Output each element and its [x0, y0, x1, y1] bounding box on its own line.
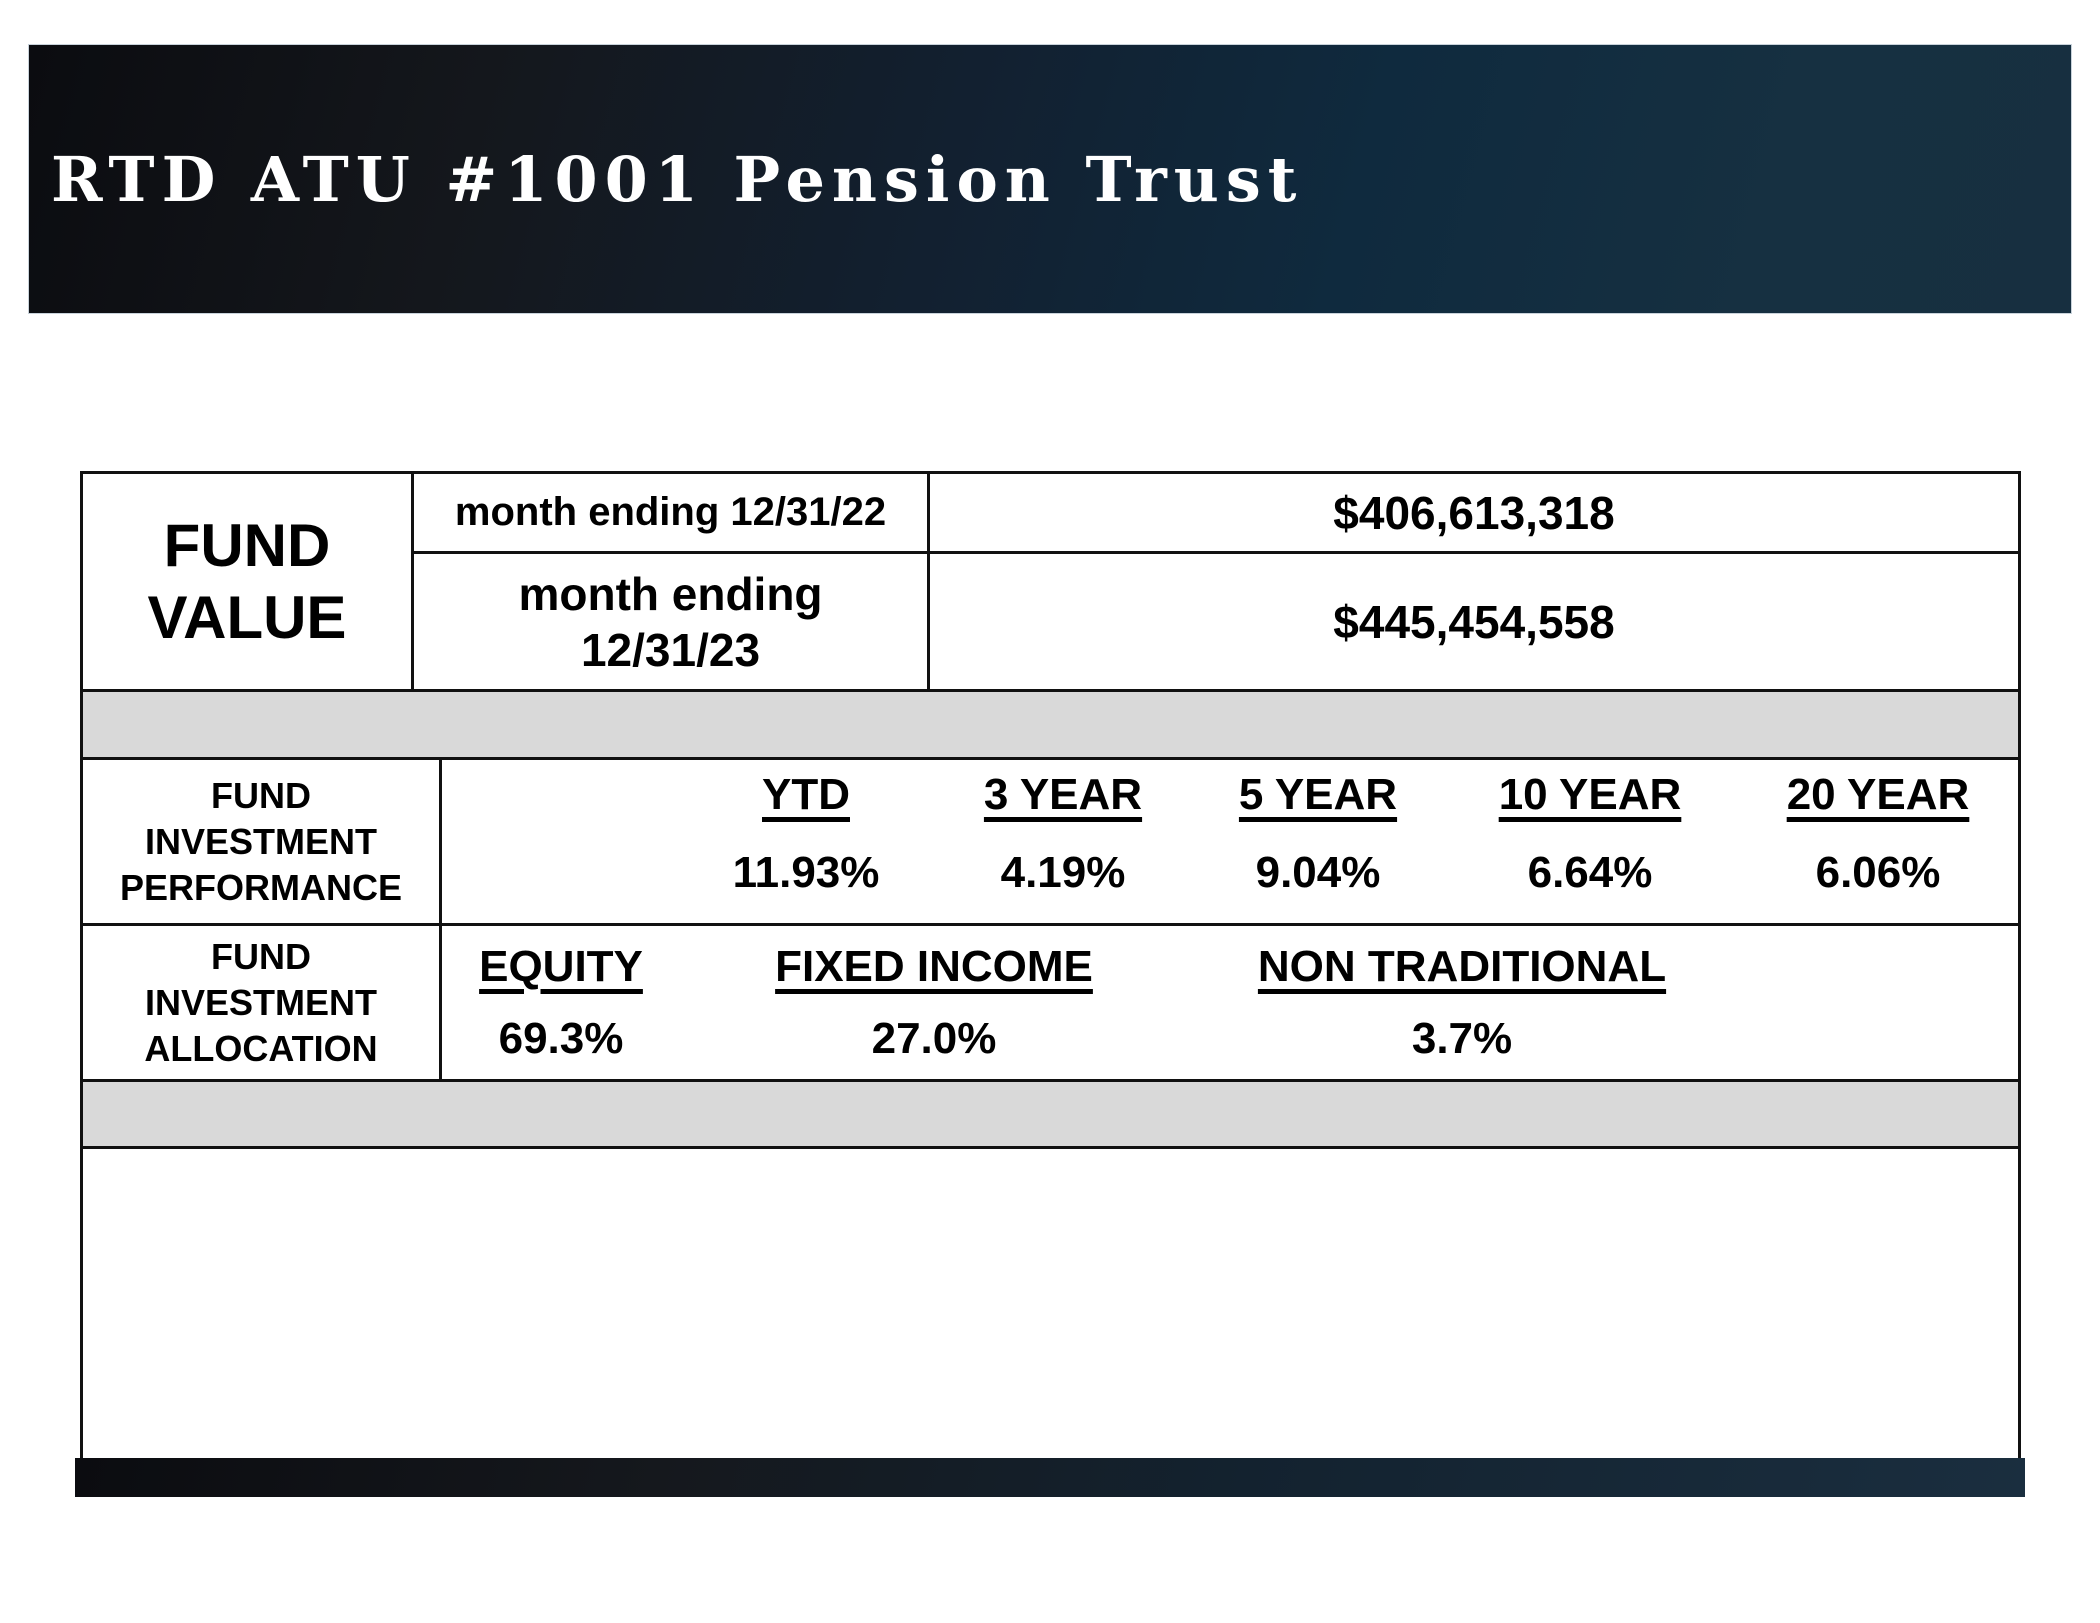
period-prior — [414, 474, 927, 551]
allocation-column-fixed-income — [775, 942, 1093, 1064]
fund-summary-table — [80, 471, 2021, 1458]
performance-column-20-year — [1787, 770, 1970, 898]
performance-label-line3: PERFORMANCE — [119, 866, 402, 908]
performance-label — [83, 760, 439, 923]
performance-column-10-year — [1499, 770, 1682, 898]
allocation-column-equity — [479, 942, 643, 1064]
period-current-label-line1: month ending — [518, 567, 823, 620]
period-prior-label: month ending 12/31/22 — [454, 490, 887, 534]
footer-bar — [75, 1458, 2025, 1497]
title-banner — [29, 45, 2071, 313]
fund-value-current-amount: $445,454,558 — [1333, 595, 1615, 648]
performance-column-5-year — [1239, 770, 1397, 898]
column-header: 5 YEAR — [1238, 770, 1398, 819]
column-header: 10 YEAR — [1498, 770, 1682, 819]
allocation-column-non-traditional — [1258, 942, 1666, 1064]
spacer-band — [83, 1082, 2018, 1146]
column-value: 6.64% — [1527, 848, 1653, 897]
fund-value-prior — [930, 474, 2018, 551]
performance-column-ytd — [733, 770, 880, 898]
column-value: 11.93% — [732, 848, 880, 897]
performance-column-3-year — [984, 770, 1142, 898]
allocation-label-line3: ALLOCATION — [144, 1027, 378, 1069]
column-header: EQUITY — [479, 942, 643, 991]
period-current-label-line2: 12/31/23 — [580, 623, 761, 676]
column-value: 4.19% — [1000, 848, 1126, 897]
column-header: FIXED INCOME — [775, 942, 1093, 991]
column-value: 69.3% — [498, 1014, 624, 1063]
spacer-band — [83, 692, 2018, 757]
performance-label-line1: FUND — [211, 774, 311, 816]
fund-value-prior-amount: $406,613,318 — [1333, 486, 1615, 539]
allocation-label-line2: INVESTMENT — [144, 981, 377, 1023]
allocation-label — [83, 926, 439, 1079]
column-value: 6.06% — [1815, 848, 1941, 897]
fund-value-label — [83, 474, 411, 689]
fund-value-label-line2: VALUE — [147, 583, 347, 651]
column-value: 3.7% — [1411, 1014, 1513, 1063]
column-header: NON TRADITIONAL — [1257, 942, 1667, 991]
fund-value-label-line1: FUND — [163, 511, 331, 579]
column-value: 27.0% — [871, 1014, 997, 1063]
column-header: 20 YEAR — [1786, 770, 1970, 819]
period-current — [414, 554, 927, 689]
blank-area — [83, 1149, 2018, 1461]
column-header: 3 YEAR — [983, 770, 1143, 819]
performance-label-line2: INVESTMENT — [144, 820, 377, 862]
column-header: YTD — [762, 770, 850, 819]
allocation-label-line1: FUND — [211, 935, 311, 977]
fund-value-current — [930, 554, 2018, 689]
page-title: RTD ATU #1001 Pension Trust — [51, 143, 1304, 216]
column-value: 9.04% — [1255, 848, 1381, 897]
divider — [439, 760, 442, 1082]
